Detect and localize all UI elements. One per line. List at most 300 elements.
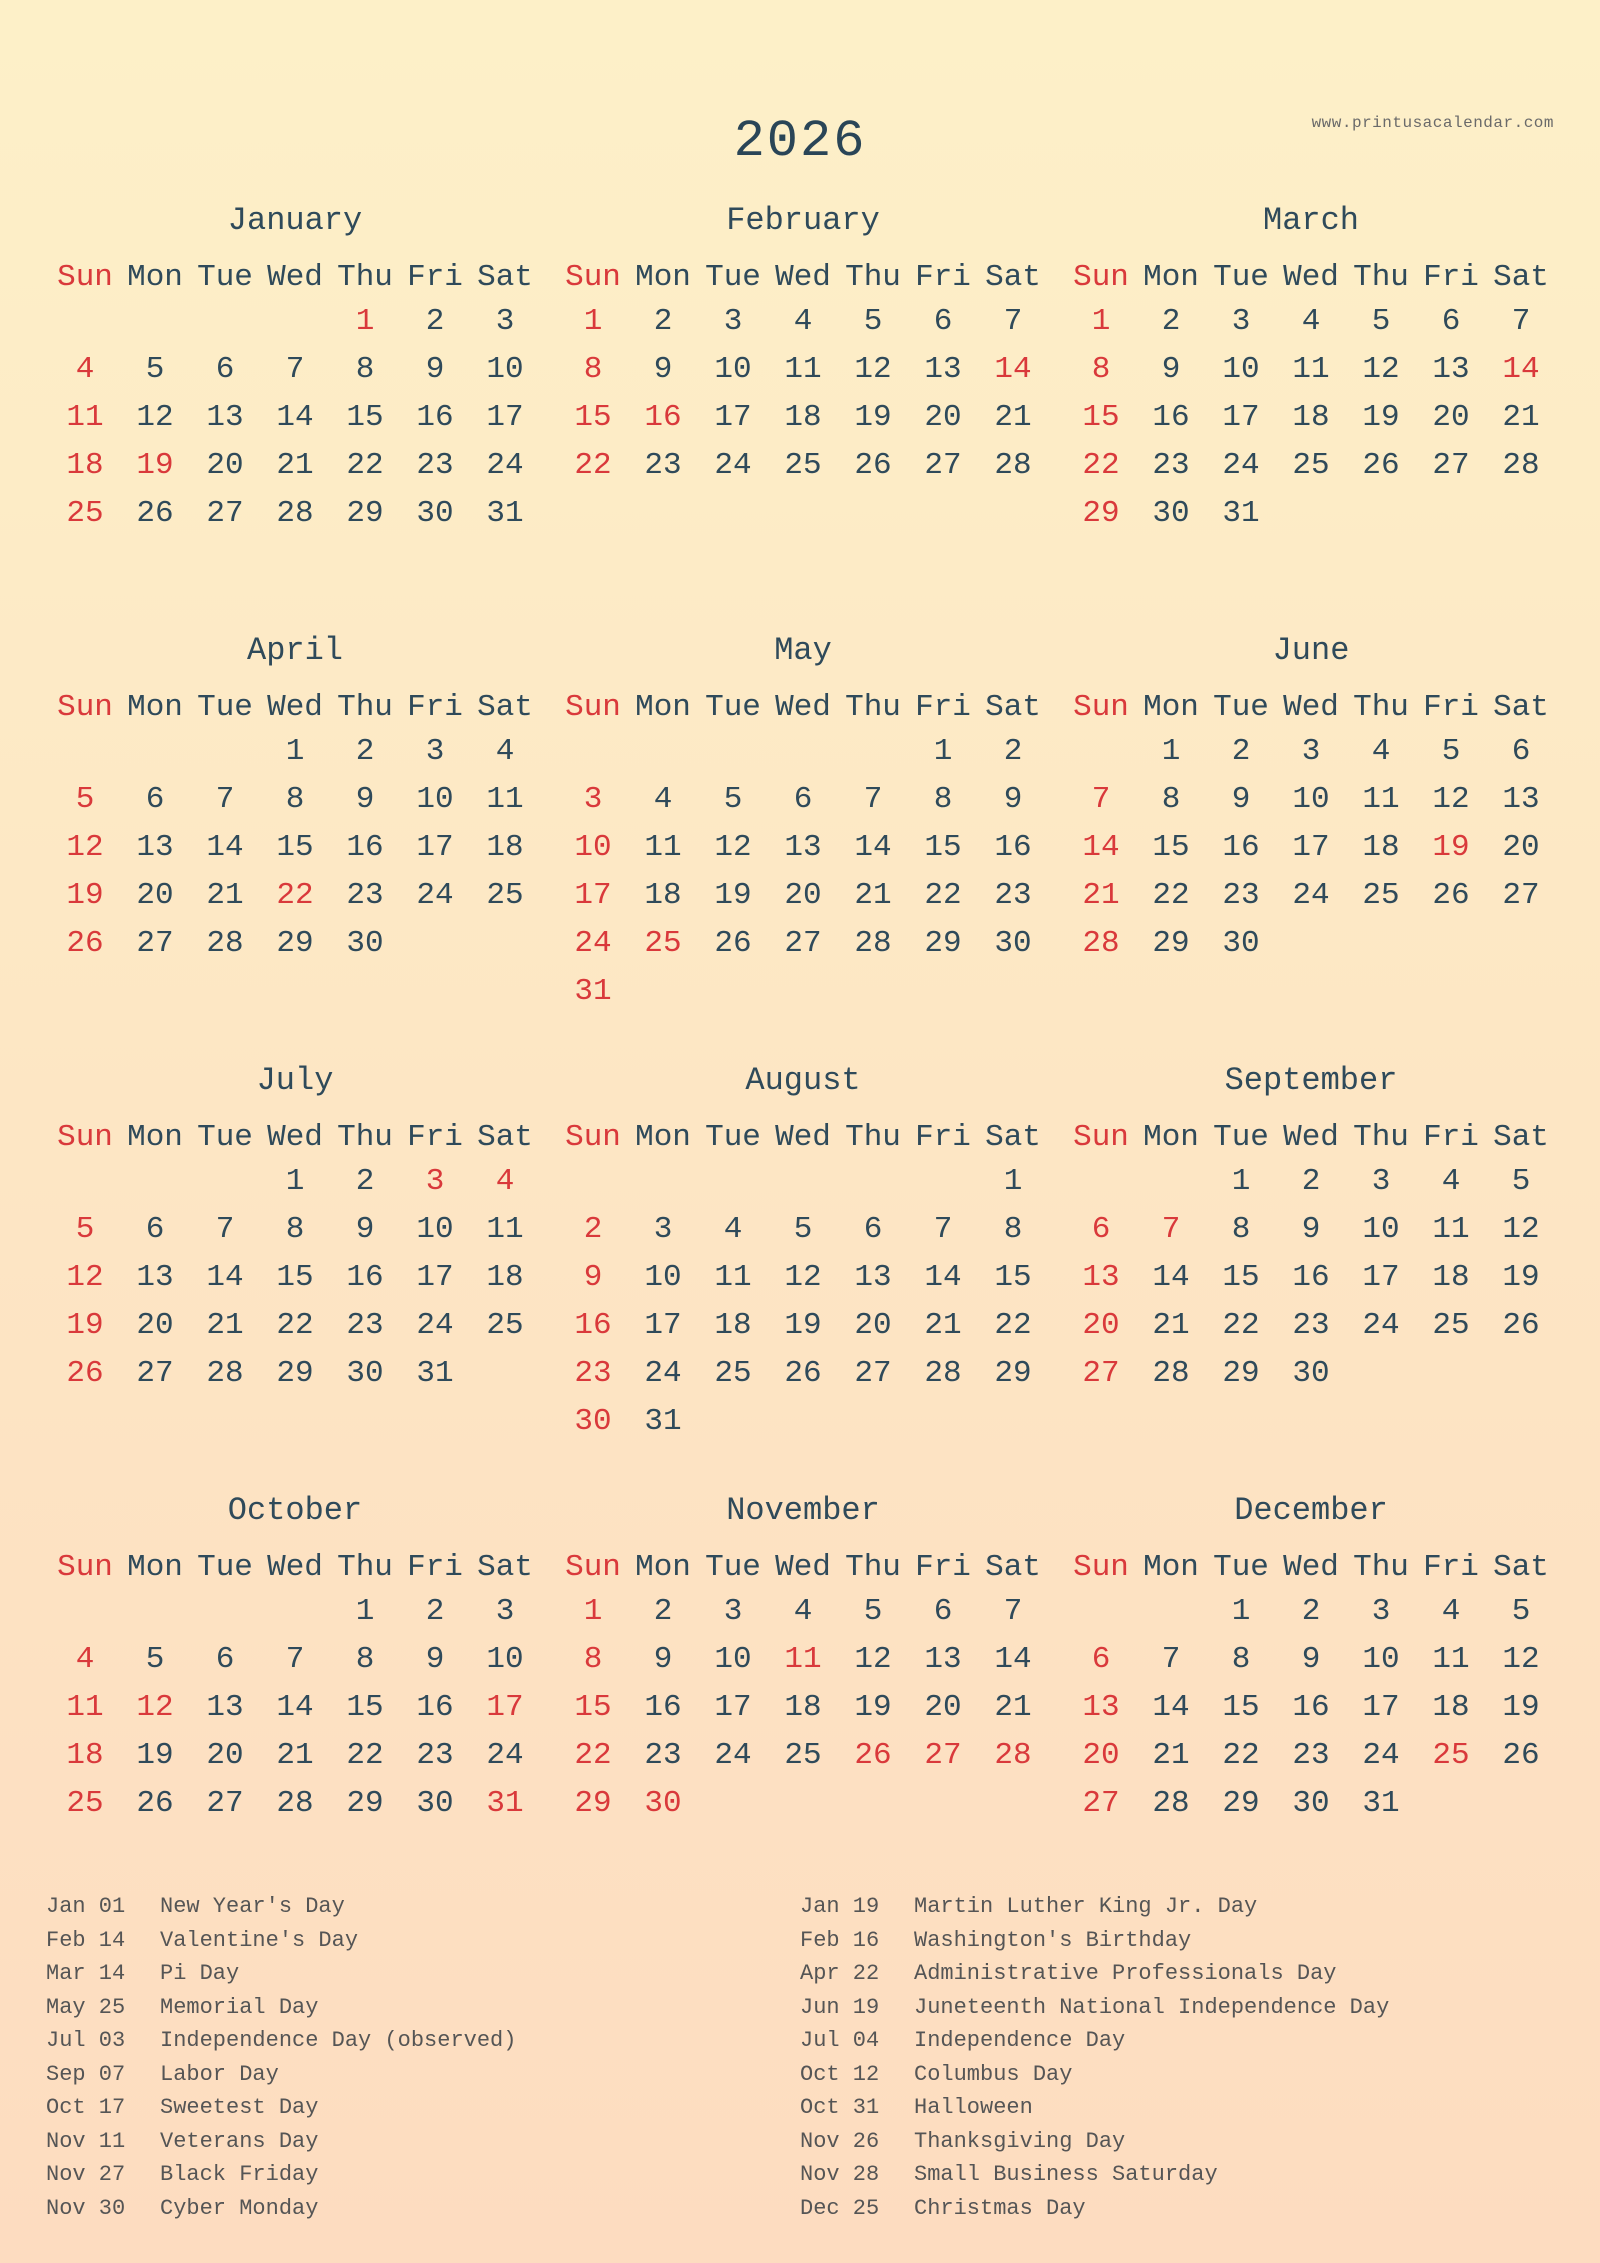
empty-day (120, 298, 190, 346)
weekday-header: Thu (845, 1120, 901, 1155)
day-cell: 9 (1161, 352, 1181, 387)
day-cell: 17 (644, 1308, 682, 1343)
weekday-header: Wed (1283, 690, 1339, 725)
day-cell: 1 (933, 734, 953, 769)
holiday-row (46, 2024, 800, 2058)
day-cell: 5 (75, 782, 95, 817)
empty-day (768, 728, 838, 776)
day-cell: 22 (574, 448, 612, 483)
day-cell: 13 (924, 1642, 962, 1677)
day-cell: 16 (416, 400, 454, 435)
day-cell: 8 (355, 352, 375, 387)
day-cell: 12 (66, 830, 104, 865)
day-cell: 21 (1082, 878, 1120, 913)
day-cell: 24 (1292, 878, 1330, 913)
weekday-header: Fri (915, 260, 971, 295)
day-cell: 21 (1502, 400, 1540, 435)
holiday-column-right (800, 1890, 1554, 2225)
day-cell: 1 (1161, 734, 1181, 769)
day-cell: 29 (1152, 926, 1190, 961)
day-cell: 10 (486, 1642, 524, 1677)
day-cell: 9 (355, 1212, 375, 1247)
day-cell: 24 (416, 1308, 454, 1343)
day-cell: 1 (355, 304, 375, 339)
weekday-header: Sat (477, 1120, 533, 1155)
day-cell: 30 (346, 1356, 384, 1391)
holiday-date: Jan 19 (800, 1894, 880, 1919)
day-cell: 4 (1441, 1594, 1461, 1629)
holiday-name: Valentine's Day (160, 1927, 359, 1953)
day-grid (1066, 1118, 1556, 1398)
day-cell: 5 (145, 1642, 165, 1677)
weekday-header: Sun (57, 1550, 113, 1585)
day-cell: 6 (215, 1642, 235, 1677)
day-cell: 15 (276, 830, 314, 865)
day-grid (558, 688, 1048, 1016)
day-cell: 18 (486, 830, 524, 865)
empty-day (1066, 728, 1136, 776)
day-cell: 22 (924, 878, 962, 913)
day-cell: 17 (714, 400, 752, 435)
day-cell: 22 (276, 1308, 314, 1343)
day-cell: 14 (994, 1642, 1032, 1677)
holiday-name: Juneteenth National Independence Day (914, 1994, 1390, 2020)
empty-day (838, 1158, 908, 1206)
day-cell: 8 (1161, 782, 1181, 817)
holiday-row (800, 2058, 1554, 2092)
holiday-name: Columbus Day (914, 2061, 1073, 2087)
day-cell: 6 (215, 352, 235, 387)
empty-day (50, 1588, 120, 1636)
day-cell: 22 (1222, 1308, 1260, 1343)
weekday-header: Thu (337, 260, 393, 295)
weekday-header: Fri (407, 690, 463, 725)
empty-day (1136, 1588, 1206, 1636)
holiday-date: Jun 19 (800, 1994, 880, 2020)
day-grid (50, 1118, 540, 1398)
day-cell: 17 (416, 1260, 454, 1295)
day-cell: 23 (346, 878, 384, 913)
day-cell: 3 (583, 782, 603, 817)
holiday-name: Veterans Day (160, 2128, 319, 2154)
day-cell: 13 (1432, 352, 1470, 387)
day-cell: 26 (136, 1786, 174, 1821)
day-cell: 26 (1502, 1308, 1540, 1343)
weekday-header: Mon (635, 690, 691, 725)
day-cell: 11 (714, 1260, 752, 1295)
day-cell: 21 (994, 400, 1032, 435)
day-cell: 18 (1432, 1690, 1470, 1725)
day-cell: 6 (145, 782, 165, 817)
day-cell: 25 (66, 1786, 104, 1821)
holiday-row (800, 1890, 1554, 1924)
day-cell: 19 (136, 448, 174, 483)
weekday-header: Tue (705, 260, 761, 295)
day-cell: 28 (994, 1738, 1032, 1773)
day-cell: 25 (644, 926, 682, 961)
day-cell: 2 (653, 1594, 673, 1629)
day-cell: 14 (206, 1260, 244, 1295)
day-cell: 22 (1082, 448, 1120, 483)
day-cell: 13 (1082, 1260, 1120, 1295)
day-cell: 13 (1082, 1690, 1120, 1725)
day-cell: 27 (1082, 1356, 1120, 1391)
weekday-header: Mon (127, 1550, 183, 1585)
empty-day (768, 1158, 838, 1206)
holiday-date: Oct 12 (800, 2061, 880, 2087)
holiday-row (800, 2024, 1554, 2058)
day-cell: 25 (784, 1738, 822, 1773)
day-cell: 4 (495, 734, 515, 769)
weekday-header: Wed (267, 1120, 323, 1155)
day-cell: 14 (276, 1690, 314, 1725)
day-cell: 26 (1362, 448, 1400, 483)
day-cell: 15 (1082, 400, 1120, 435)
day-grid (558, 1118, 1048, 1446)
day-cell: 21 (854, 878, 892, 913)
day-cell: 24 (1222, 448, 1260, 483)
day-cell: 9 (1301, 1212, 1321, 1247)
empty-day (50, 1158, 120, 1206)
weekday-header: Sun (1073, 1120, 1129, 1155)
holiday-name: Cyber Monday (160, 2195, 319, 2221)
holiday-date: Jul 03 (46, 2028, 126, 2053)
holiday-name: Labor Day (160, 2061, 279, 2087)
day-cell: 15 (1222, 1690, 1260, 1725)
weekday-header: Sat (985, 1550, 1041, 1585)
day-cell: 7 (215, 782, 235, 817)
day-cell: 30 (416, 496, 454, 531)
day-cell: 22 (1152, 878, 1190, 913)
day-cell: 17 (1362, 1260, 1400, 1295)
day-cell: 18 (784, 1690, 822, 1725)
day-cell: 15 (574, 400, 612, 435)
holiday-date: Jan 01 (46, 1894, 126, 1919)
day-cell: 30 (574, 1404, 612, 1439)
holiday-row (46, 2125, 800, 2159)
day-cell: 2 (425, 304, 445, 339)
day-cell: 20 (924, 1690, 962, 1725)
day-cell: 23 (644, 1738, 682, 1773)
day-cell: 4 (495, 1164, 515, 1199)
day-cell: 6 (1091, 1212, 1111, 1247)
day-cell: 4 (75, 1642, 95, 1677)
day-cell: 25 (714, 1356, 752, 1391)
day-cell: 4 (1371, 734, 1391, 769)
day-cell: 9 (425, 1642, 445, 1677)
day-cell: 30 (346, 926, 384, 961)
weekday-header: Sat (985, 1120, 1041, 1155)
day-cell: 4 (1301, 304, 1321, 339)
day-cell: 19 (66, 878, 104, 913)
day-cell: 1 (285, 734, 305, 769)
holiday-date: Oct 17 (46, 2095, 126, 2120)
day-cell: 20 (784, 878, 822, 913)
day-cell: 9 (1003, 782, 1023, 817)
day-cell: 26 (854, 448, 892, 483)
day-cell: 31 (1222, 496, 1260, 531)
weekday-header: Sun (565, 1120, 621, 1155)
day-cell: 21 (924, 1308, 962, 1343)
empty-day (190, 1588, 260, 1636)
day-cell: 21 (1152, 1308, 1190, 1343)
day-cell: 6 (793, 782, 813, 817)
weekday-header: Tue (705, 690, 761, 725)
day-cell: 23 (994, 878, 1032, 913)
day-cell: 26 (66, 1356, 104, 1391)
day-cell: 30 (1152, 496, 1190, 531)
day-cell: 8 (933, 782, 953, 817)
month-grid (50, 198, 1550, 1918)
day-cell: 23 (346, 1308, 384, 1343)
day-cell: 1 (355, 1594, 375, 1629)
holiday-row (46, 1924, 800, 1958)
day-cell: 8 (355, 1642, 375, 1677)
weekday-header: Sat (985, 260, 1041, 295)
day-cell: 11 (644, 830, 682, 865)
day-cell: 9 (1231, 782, 1251, 817)
day-cell: 12 (1432, 782, 1470, 817)
weekday-header: Tue (1213, 690, 1269, 725)
day-cell: 20 (136, 878, 174, 913)
day-cell: 30 (1292, 1356, 1330, 1391)
empty-day (698, 728, 768, 776)
weekday-header: Mon (1143, 1120, 1199, 1155)
holiday-name: New Year's Day (160, 1894, 345, 1919)
day-cell: 14 (276, 400, 314, 435)
day-cell: 17 (714, 1690, 752, 1725)
day-cell: 3 (425, 734, 445, 769)
month-june (1066, 628, 1556, 1058)
day-cell: 13 (924, 352, 962, 387)
weekday-header: Wed (267, 1550, 323, 1585)
day-cell: 29 (1082, 496, 1120, 531)
day-grid (50, 688, 540, 968)
weekday-header: Mon (1143, 260, 1199, 295)
day-cell: 29 (346, 496, 384, 531)
day-cell: 3 (723, 304, 743, 339)
day-cell: 9 (1301, 1642, 1321, 1677)
weekday-header: Mon (635, 1550, 691, 1585)
weekday-header: Fri (915, 1120, 971, 1155)
day-cell: 18 (714, 1308, 752, 1343)
day-cell: 8 (285, 782, 305, 817)
weekday-header: Fri (915, 690, 971, 725)
day-cell: 5 (75, 1212, 95, 1247)
holiday-name: Independence Day (914, 2028, 1126, 2053)
day-cell: 4 (793, 1594, 813, 1629)
holiday-name: Thanksgiving Day (914, 2128, 1126, 2154)
day-cell: 4 (1441, 1164, 1461, 1199)
holiday-date: Feb 16 (800, 1927, 880, 1953)
day-cell: 25 (1362, 878, 1400, 913)
day-cell: 22 (994, 1308, 1032, 1343)
day-grid (1066, 1548, 1556, 1828)
day-cell: 13 (136, 1260, 174, 1295)
day-cell: 3 (723, 1594, 743, 1629)
day-cell: 29 (924, 926, 962, 961)
day-cell: 16 (1292, 1690, 1330, 1725)
month-march (1066, 198, 1556, 628)
holiday-name: Independence Day (observed) (160, 2028, 517, 2053)
day-cell: 24 (574, 926, 612, 961)
weekday-header: Wed (267, 690, 323, 725)
day-cell: 10 (1222, 352, 1260, 387)
day-cell: 10 (486, 352, 524, 387)
weekday-header: Fri (1423, 1120, 1479, 1155)
day-cell: 17 (486, 400, 524, 435)
weekday-header: Sat (477, 1550, 533, 1585)
day-cell: 13 (206, 400, 244, 435)
day-cell: 3 (1231, 304, 1251, 339)
day-cell: 19 (714, 878, 752, 913)
holiday-row (46, 2158, 800, 2192)
month-november (558, 1488, 1048, 1918)
empty-day (120, 1158, 190, 1206)
day-cell: 19 (854, 400, 892, 435)
weekday-header: Wed (1283, 1550, 1339, 1585)
empty-day (1066, 1158, 1136, 1206)
day-cell: 12 (1362, 352, 1400, 387)
holiday-name: Small Business Saturday (914, 2162, 1218, 2187)
weekday-header: Tue (197, 1120, 253, 1155)
month-name: December (1234, 1492, 1388, 1529)
holiday-name: Pi Day (160, 1961, 240, 1986)
weekday-header: Wed (775, 1550, 831, 1585)
day-cell: 17 (486, 1690, 524, 1725)
day-cell: 21 (276, 448, 314, 483)
day-cell: 13 (1502, 782, 1540, 817)
day-cell: 18 (1292, 400, 1330, 435)
day-cell: 28 (206, 1356, 244, 1391)
weekday-header: Thu (1353, 1120, 1409, 1155)
weekday-header: Thu (337, 1550, 393, 1585)
weekday-header: Sat (1493, 1120, 1549, 1155)
day-cell: 2 (1301, 1594, 1321, 1629)
day-cell: 14 (206, 830, 244, 865)
weekday-header: Fri (407, 260, 463, 295)
day-cell: 9 (355, 782, 375, 817)
month-october (50, 1488, 540, 1918)
empty-day (628, 1158, 698, 1206)
day-cell: 26 (66, 926, 104, 961)
holiday-name: Christmas Day (914, 2195, 1086, 2221)
day-cell: 16 (346, 830, 384, 865)
holiday-row (800, 2125, 1554, 2159)
weekday-header: Fri (1423, 690, 1479, 725)
day-cell: 1 (1231, 1594, 1251, 1629)
day-cell: 10 (1362, 1212, 1400, 1247)
day-cell: 18 (644, 878, 682, 913)
empty-day (190, 728, 260, 776)
day-cell: 22 (1222, 1738, 1260, 1773)
day-cell: 4 (723, 1212, 743, 1247)
month-september (1066, 1058, 1556, 1488)
day-cell: 10 (416, 782, 454, 817)
day-cell: 26 (1432, 878, 1470, 913)
day-cell: 5 (793, 1212, 813, 1247)
day-cell: 15 (1222, 1260, 1260, 1295)
day-cell: 27 (1502, 878, 1540, 913)
day-cell: 22 (346, 1738, 384, 1773)
holiday-date: Nov 28 (800, 2162, 880, 2187)
day-cell: 5 (145, 352, 165, 387)
holiday-date: Dec 25 (800, 2195, 880, 2221)
day-cell: 8 (1091, 352, 1111, 387)
day-cell: 7 (1003, 1594, 1023, 1629)
empty-day (120, 728, 190, 776)
day-cell: 16 (1292, 1260, 1330, 1295)
day-cell: 7 (285, 352, 305, 387)
day-cell: 28 (1502, 448, 1540, 483)
empty-day (190, 1158, 260, 1206)
day-cell: 19 (66, 1308, 104, 1343)
holiday-date: Nov 27 (46, 2162, 126, 2187)
day-cell: 24 (714, 1738, 752, 1773)
weekday-header: Wed (775, 1120, 831, 1155)
day-cell: 22 (574, 1738, 612, 1773)
day-cell: 2 (425, 1594, 445, 1629)
day-cell: 14 (1152, 1690, 1190, 1725)
day-cell: 12 (1502, 1212, 1540, 1247)
holiday-row (46, 2091, 800, 2125)
website-url: www.printusacalendar.com (1311, 114, 1554, 132)
day-cell: 6 (933, 304, 953, 339)
holiday-row (46, 1890, 800, 1924)
day-cell: 26 (854, 1738, 892, 1773)
weekday-header: Sun (57, 690, 113, 725)
day-cell: 20 (206, 1738, 244, 1773)
day-cell: 2 (355, 734, 375, 769)
day-cell: 14 (1082, 830, 1120, 865)
day-cell: 2 (1161, 304, 1181, 339)
month-name: March (1262, 202, 1359, 239)
day-cell: 20 (1502, 830, 1540, 865)
day-cell: 29 (574, 1786, 612, 1821)
day-cell: 30 (1292, 1786, 1330, 1821)
day-cell: 19 (854, 1690, 892, 1725)
weekday-header: Fri (1423, 260, 1479, 295)
holiday-name: Black Friday (160, 2162, 319, 2187)
day-cell: 8 (583, 352, 603, 387)
day-cell: 18 (66, 1738, 104, 1773)
weekday-header: Fri (407, 1120, 463, 1155)
day-cell: 23 (574, 1356, 612, 1391)
empty-day (558, 1158, 628, 1206)
day-cell: 24 (416, 878, 454, 913)
day-cell: 13 (136, 830, 174, 865)
weekday-header: Sun (565, 260, 621, 295)
day-cell: 16 (644, 400, 682, 435)
day-cell: 16 (994, 830, 1032, 865)
month-name: August (745, 1062, 861, 1099)
day-cell: 12 (136, 1690, 174, 1725)
day-cell: 17 (1362, 1690, 1400, 1725)
empty-day (120, 1588, 190, 1636)
day-cell: 23 (1292, 1738, 1330, 1773)
day-cell: 30 (1222, 926, 1260, 961)
holiday-date: Sep 07 (46, 2061, 126, 2087)
day-cell: 25 (1432, 1738, 1470, 1773)
day-cell: 1 (1091, 304, 1111, 339)
day-cell: 5 (863, 1594, 883, 1629)
holiday-name: Washington's Birthday (914, 1927, 1192, 1953)
day-cell: 15 (346, 400, 384, 435)
day-cell: 11 (1432, 1642, 1470, 1677)
day-cell: 7 (1161, 1212, 1181, 1247)
day-cell: 13 (784, 830, 822, 865)
month-name: November (726, 1492, 880, 1529)
